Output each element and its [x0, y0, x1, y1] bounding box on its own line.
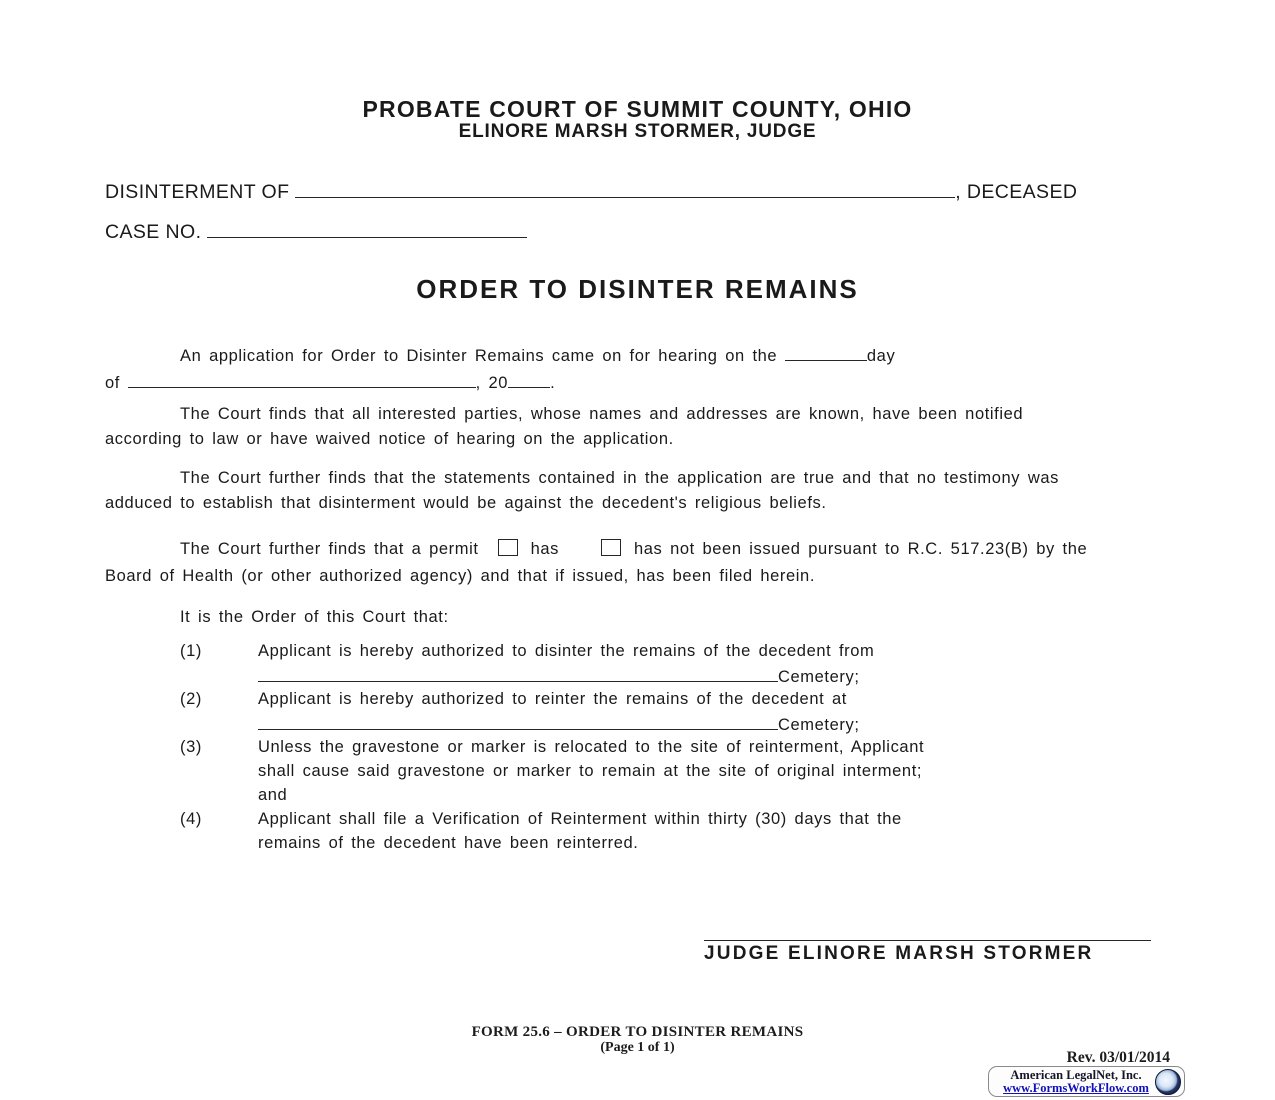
item-number-spacer	[180, 759, 258, 783]
revision-date: Rev. 03/01/2014	[1066, 1049, 1170, 1066]
vendor-company-name: American LegalNet, Inc.	[1010, 1067, 1142, 1082]
item-number: (3)	[180, 738, 202, 756]
hearing-period: .	[550, 374, 556, 392]
order-item-3-row-2	[180, 759, 924, 783]
case-no-blank[interactable]	[207, 216, 527, 238]
caption-disinterment-line	[105, 176, 1077, 204]
cemetery-from-blank[interactable]	[258, 663, 778, 682]
hearing-day-word: day	[866, 347, 896, 365]
order-item-2-row-2	[180, 711, 924, 735]
hearing-lead: An application for Order to Disinter Remains came on for hearing on the	[180, 347, 778, 365]
hearing-line2	[105, 369, 555, 393]
judge-subtitle: ELINORE MARSH STORMER, JUDGE	[458, 121, 817, 142]
item-number: (1)	[180, 642, 202, 660]
deceased-suffix: , DECEASED	[955, 181, 1078, 203]
permit-lead: The Court further finds that a permit	[180, 540, 479, 558]
hearing-month-blank[interactable]	[128, 369, 476, 388]
item-text: Applicant shall file a Verification of Reinterment within thirty (30) days that the	[258, 810, 902, 828]
order-item-2-row-1	[180, 687, 924, 711]
statements-line2: adduced to establish that disinterment would be against the decedent's religious beliefs.	[105, 494, 827, 512]
item-number-spacer	[180, 711, 258, 735]
page-number-line: (Page 1 of 1)	[600, 1040, 675, 1055]
item-number-spacer	[180, 663, 258, 687]
item-text: Unless the gravestone or marker is relocated to the site of reinterment, Applicant	[258, 738, 925, 756]
item-text	[258, 711, 860, 735]
notice-line1: The Court finds that all interested parties, whose names and addresses are known, have been notified	[180, 405, 1024, 423]
item-text: and	[258, 786, 288, 804]
order-item-4-row-1	[180, 807, 924, 831]
hearing-day-blank[interactable]	[785, 342, 867, 361]
judge-signature-line[interactable]	[704, 918, 1151, 941]
item-text: shall cause said gravestone or marker to remain at the site of original interment;	[258, 762, 923, 780]
vendor-text-block	[997, 1069, 1155, 1095]
court-title: PROBATE COURT OF SUMMIT COUNTY, OHIO	[362, 96, 913, 122]
hearing-line1	[180, 342, 895, 366]
permit-line2: Board of Health (or other authorized agency) and that if issued, has been filed herein.	[105, 567, 816, 585]
item-number-spacer	[180, 783, 258, 807]
item-text	[258, 663, 860, 687]
cemetery-at-blank[interactable]	[258, 711, 778, 730]
permit-has-label: has	[530, 540, 559, 558]
item-number-spacer	[180, 831, 258, 855]
judge-name: JUDGE ELINORE MARSH STORMER	[704, 943, 1094, 964]
vendor-website-link[interactable]: www.FormsWorkFlow.com	[1003, 1080, 1149, 1095]
case-no-label: CASE NO.	[105, 221, 202, 243]
cemetery-suffix: Cemetery;	[778, 668, 860, 686]
cemetery-suffix: Cemetery;	[778, 716, 860, 734]
order-item-1-row-2	[180, 663, 924, 687]
order-item-4-row-2	[180, 831, 924, 855]
statements-line1: The Court further finds that the statements contained in the application are true and that no testimony was	[180, 469, 1059, 487]
hearing-year-blank[interactable]	[508, 369, 550, 388]
permit-has-not-checkbox[interactable]	[601, 539, 621, 556]
order-intro: It is the Order of this Court that:	[180, 608, 449, 626]
item-text: Applicant is hereby authorized to disinter the remains of the decedent from	[258, 642, 875, 660]
order-item-1-row-1	[180, 639, 924, 663]
vendor-stamp	[988, 1066, 1185, 1097]
disinterment-label: DISINTERMENT OF	[105, 181, 290, 203]
american-legalnet-globe-icon	[1155, 1069, 1181, 1095]
decedent-name-blank[interactable]	[295, 176, 955, 198]
order-items-list	[180, 639, 924, 855]
permit-line1	[180, 539, 1087, 559]
order-item-3-row-3	[180, 783, 924, 807]
document-title: ORDER TO DISINTER REMAINS	[416, 274, 859, 304]
permit-has-checkbox[interactable]	[498, 539, 518, 556]
notice-line2: according to law or have waived notice of hearing on the application.	[105, 430, 674, 448]
hearing-year-prefix: , 20	[475, 374, 509, 392]
hearing-of: of	[105, 374, 120, 392]
order-item-3-row-1	[180, 735, 924, 759]
item-number: (2)	[180, 690, 202, 708]
item-number: (4)	[180, 810, 202, 828]
permit-has-not-label: has not been issued pursuant to R.C. 517.23(B) by the	[633, 540, 1088, 558]
item-text: remains of the decedent have been reinterred.	[258, 834, 639, 852]
item-text: Applicant is hereby authorized to reinter the remains of the decedent at	[258, 690, 847, 708]
form-number-line: FORM 25.6 – ORDER TO DISINTER REMAINS	[471, 1024, 804, 1040]
signature-block	[704, 918, 1151, 965]
caption-case-line	[105, 216, 527, 244]
